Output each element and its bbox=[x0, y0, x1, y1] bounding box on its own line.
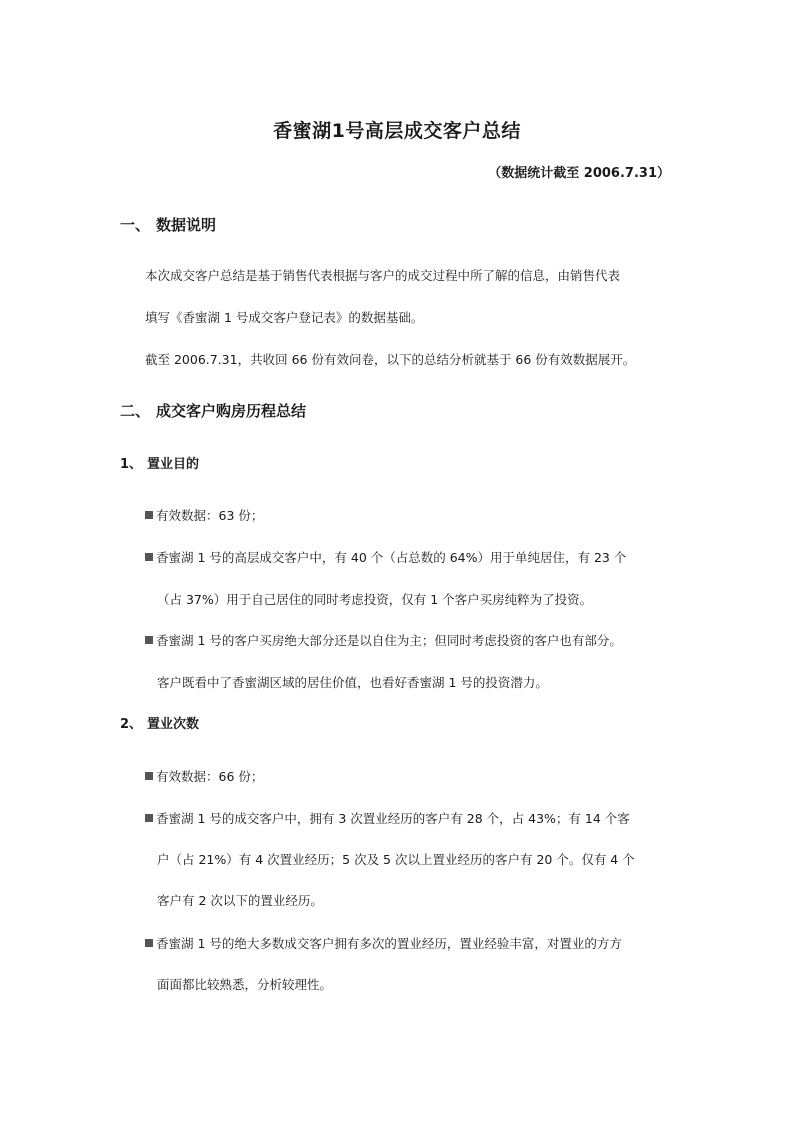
bullet-continuation: 客户有 2 次以下的置业经历。 bbox=[157, 893, 323, 908]
square-bullet-icon bbox=[145, 511, 153, 519]
section-heading bbox=[120, 400, 306, 421]
subsection-title: 置业目的 bbox=[147, 457, 200, 472]
square-bullet-icon bbox=[145, 772, 153, 780]
bullet-text: 香蜜湖 1 号的绝大多数成交客户拥有多次的置业经历，置业经验丰富，对置业的方方 bbox=[156, 936, 622, 951]
bullet-continuation: 客户既看中了香蜜湖区域的居住价值，也看好香蜜湖 1 号的投资潜力。 bbox=[157, 675, 548, 690]
subsection-number: 2、 bbox=[120, 717, 143, 732]
subsection-heading bbox=[120, 453, 199, 472]
subsection-title: 置业次数 bbox=[147, 717, 200, 732]
bullet-item bbox=[145, 548, 626, 566]
date-note: （数据统计截至 2006.7.31） bbox=[488, 166, 670, 181]
document-title: 香蜜湖1号高层成交客户总结 bbox=[273, 120, 521, 142]
square-bullet-icon bbox=[145, 636, 153, 644]
bullet-item bbox=[145, 809, 630, 827]
bullet-item bbox=[145, 767, 263, 785]
square-bullet-icon bbox=[145, 814, 153, 822]
bullet-item bbox=[145, 934, 622, 952]
bullet-continuation: 户（占 21%）有 4 次置业经历；5 次及 5 次以上置业经历的客户有 20 个。仅有 4 个 bbox=[157, 852, 635, 867]
bullet-continuation: 面面都比较熟悉，分析较理性。 bbox=[157, 977, 333, 992]
bullet-item bbox=[145, 506, 263, 524]
bullet-item bbox=[145, 631, 622, 649]
section-title: 成交客户购房历程总结 bbox=[156, 402, 307, 420]
section-title: 数据说明 bbox=[156, 216, 217, 234]
section-number: 二、 bbox=[120, 402, 151, 420]
bullet-text: 香蜜湖 1 号的客户买房绝大部分还是以自住为主；但同时考虑投资的客户也有部分。 bbox=[156, 633, 622, 648]
subsection-number: 1、 bbox=[120, 457, 143, 472]
square-bullet-icon bbox=[145, 553, 153, 561]
section-heading bbox=[120, 214, 216, 235]
bullet-text: 香蜜湖 1 号的高层成交客户中，有 40 个（占总数的 64%）用于单纯居住，有 23 个 bbox=[156, 550, 627, 565]
bullet-text: 有效数据：63 份； bbox=[156, 508, 264, 523]
bullet-text: 有效数据：66 份； bbox=[156, 769, 264, 784]
square-bullet-icon bbox=[145, 939, 153, 947]
paragraph-line: 本次成交客户总结是基于销售代表根据与客户的成交过程中所了解的信息，由销售代表 bbox=[145, 268, 621, 283]
paragraph-line: 填写《香蜜湖 1 号成交客户登记表》的数据基础。 bbox=[145, 310, 424, 325]
paragraph-line: 截至 2006.7.31，共收回 66 份有效问卷，以下的总结分析就基于 66 份有效数据展开。 bbox=[145, 352, 636, 367]
section-number: 一、 bbox=[120, 216, 151, 234]
bullet-text: 香蜜湖 1 号的成交客户中，拥有 3 次置业经历的客户有 28 个，占 43%；有 14 个客 bbox=[156, 811, 630, 826]
subsection-heading bbox=[120, 713, 199, 732]
bullet-continuation: （占 37%）用于自己居住的同时考虑投资，仅有 1 个客户买房纯粹为了投资。 bbox=[157, 592, 593, 607]
